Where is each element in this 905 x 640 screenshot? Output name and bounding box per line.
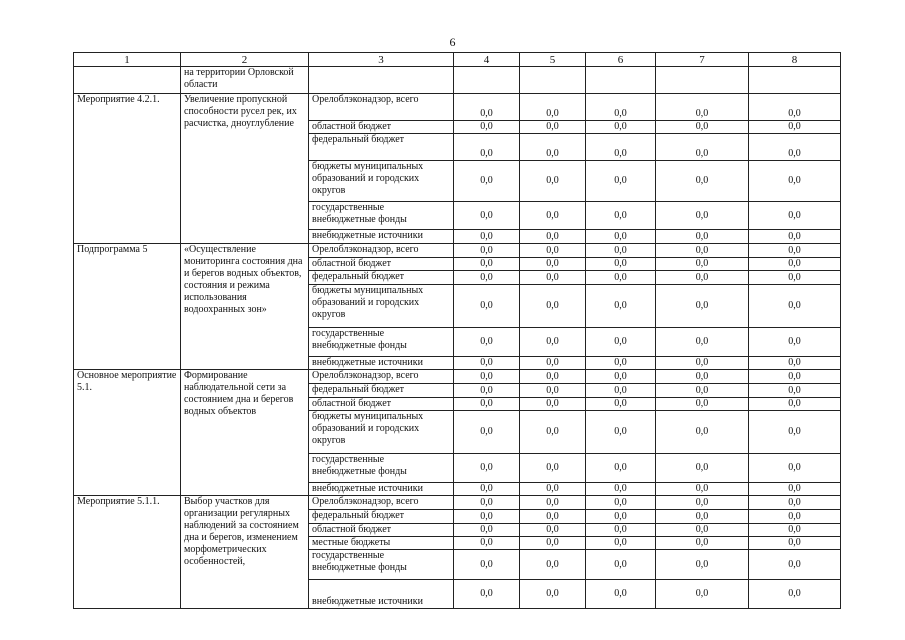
value-cell: 0,0 xyxy=(454,482,520,495)
value-cell: 0,0 xyxy=(586,580,656,609)
value-cell: 0,0 xyxy=(656,258,749,271)
value-cell: 0,0 xyxy=(454,230,520,243)
value-cell: 0,0 xyxy=(520,284,586,327)
value-cell: 0,0 xyxy=(454,201,520,230)
measure-name: Формирование наблюдательной сети за состоянием дна и берегов водных объектов xyxy=(181,369,309,495)
value-cell: 0,0 xyxy=(656,356,749,369)
value-cell: 0,0 xyxy=(586,201,656,230)
value-cell: 0,0 xyxy=(656,369,749,383)
empty-cell xyxy=(454,67,520,94)
source-cell: государственные внебюджетные фонды xyxy=(309,201,454,230)
value-cell: 0,0 xyxy=(520,258,586,271)
value-cell: 0,0 xyxy=(520,523,586,536)
source-cell: государственные внебюджетные фонды xyxy=(309,327,454,356)
value-cell: 0,0 xyxy=(749,397,841,410)
source-cell: федеральный бюджет xyxy=(309,134,454,161)
value-cell: 0,0 xyxy=(749,284,841,327)
value-cell: 0,0 xyxy=(454,271,520,284)
value-cell: 0,0 xyxy=(520,327,586,356)
header-cell: 2 xyxy=(181,53,309,67)
value-cell: 0,0 xyxy=(749,384,841,397)
measure-code: Основное мероприятие 5.1. xyxy=(74,369,181,495)
value-cell: 0,0 xyxy=(586,284,656,327)
value-cell: 0,0 xyxy=(749,496,841,510)
source-cell: Орелоблэконадзор, всего xyxy=(309,243,454,257)
measure-name: на территории Орловской области xyxy=(181,67,309,94)
value-cell: 0,0 xyxy=(520,510,586,523)
value-cell: 0,0 xyxy=(749,580,841,609)
source-cell: областной бюджет xyxy=(309,120,454,133)
source-cell: Орелоблэконадзор, всего xyxy=(309,369,454,383)
source-cell: областной бюджет xyxy=(309,258,454,271)
value-cell: 0,0 xyxy=(520,134,586,161)
value-cell: 0,0 xyxy=(520,397,586,410)
header-cell: 3 xyxy=(309,53,454,67)
value-cell: 0,0 xyxy=(749,230,841,243)
value-cell: 0,0 xyxy=(520,482,586,495)
value-cell: 0,0 xyxy=(656,94,749,121)
value-cell: 0,0 xyxy=(454,369,520,383)
source-cell: государственные внебюджетные фонды xyxy=(309,453,454,482)
value-cell: 0,0 xyxy=(586,550,656,580)
value-cell: 0,0 xyxy=(586,230,656,243)
value-cell: 0,0 xyxy=(520,410,586,453)
value-cell: 0,0 xyxy=(586,410,656,453)
value-cell: 0,0 xyxy=(586,369,656,383)
source-cell: бюджеты муниципальных образований и городских округов xyxy=(309,160,454,201)
value-cell: 0,0 xyxy=(749,160,841,201)
value-cell: 0,0 xyxy=(520,201,586,230)
value-cell: 0,0 xyxy=(454,496,520,510)
value-cell: 0,0 xyxy=(454,120,520,133)
measure-name: «Осуществление мониторинга состояния дна и берегов водных объектов, состояния и режима использования водоохранных зон» xyxy=(181,243,309,369)
value-cell: 0,0 xyxy=(656,397,749,410)
source-cell: внебюджетные источники xyxy=(309,356,454,369)
value-cell: 0,0 xyxy=(454,523,520,536)
source-cell: местные бюджеты xyxy=(309,537,454,550)
source-cell: Орелоблэконадзор, всего xyxy=(309,94,454,121)
value-cell: 0,0 xyxy=(656,230,749,243)
value-cell: 0,0 xyxy=(656,453,749,482)
value-cell: 0,0 xyxy=(656,510,749,523)
value-cell: 0,0 xyxy=(656,550,749,580)
table-row xyxy=(74,243,841,257)
table-row xyxy=(74,496,841,510)
value-cell: 0,0 xyxy=(520,243,586,257)
value-cell: 0,0 xyxy=(586,523,656,536)
value-cell: 0,0 xyxy=(454,410,520,453)
value-cell: 0,0 xyxy=(586,271,656,284)
value-cell: 0,0 xyxy=(520,94,586,121)
value-cell: 0,0 xyxy=(656,482,749,495)
measure-code: Подпрограмма 5 xyxy=(74,243,181,369)
measure-code: Мероприятие 5.1.1. xyxy=(74,496,181,609)
value-cell: 0,0 xyxy=(656,271,749,284)
header-row xyxy=(74,53,841,67)
value-cell: 0,0 xyxy=(749,258,841,271)
source-cell: бюджеты муниципальных образований и городских округов xyxy=(309,410,454,453)
value-cell: 0,0 xyxy=(520,580,586,609)
value-cell: 0,0 xyxy=(454,580,520,609)
value-cell: 0,0 xyxy=(586,160,656,201)
value-cell: 0,0 xyxy=(454,537,520,550)
table-row xyxy=(74,94,841,121)
value-cell: 0,0 xyxy=(586,258,656,271)
source-cell: областной бюджет xyxy=(309,523,454,536)
table-row xyxy=(74,369,841,383)
source-cell: государственные внебюджетные фонды xyxy=(309,550,454,580)
value-cell: 0,0 xyxy=(520,356,586,369)
value-cell: 0,0 xyxy=(749,327,841,356)
header-cell: 5 xyxy=(520,53,586,67)
value-cell: 0,0 xyxy=(749,537,841,550)
header-cell: 1 xyxy=(74,53,181,67)
header-cell: 4 xyxy=(454,53,520,67)
budget-table xyxy=(73,52,841,609)
source-cell: бюджеты муниципальных образований и городских округов xyxy=(309,284,454,327)
value-cell: 0,0 xyxy=(656,201,749,230)
value-cell: 0,0 xyxy=(656,327,749,356)
value-cell: 0,0 xyxy=(656,134,749,161)
value-cell: 0,0 xyxy=(586,496,656,510)
value-cell: 0,0 xyxy=(656,243,749,257)
value-cell: 0,0 xyxy=(520,271,586,284)
value-cell: 0,0 xyxy=(656,410,749,453)
source-cell: федеральный бюджет xyxy=(309,384,454,397)
measure-code: Мероприятие 4.2.1. xyxy=(74,94,181,244)
value-cell: 0,0 xyxy=(586,537,656,550)
value-cell: 0,0 xyxy=(520,550,586,580)
value-cell: 0,0 xyxy=(520,384,586,397)
value-cell: 0,0 xyxy=(454,453,520,482)
value-cell: 0,0 xyxy=(749,510,841,523)
value-cell: 0,0 xyxy=(454,160,520,201)
value-cell: 0,0 xyxy=(749,243,841,257)
value-cell: 0,0 xyxy=(656,496,749,510)
value-cell: 0,0 xyxy=(454,384,520,397)
source-cell: внебюджетные источники xyxy=(309,482,454,495)
empty-cell xyxy=(749,67,841,94)
value-cell: 0,0 xyxy=(586,453,656,482)
value-cell: 0,0 xyxy=(520,230,586,243)
value-cell: 0,0 xyxy=(586,134,656,161)
value-cell: 0,0 xyxy=(520,537,586,550)
empty-cell xyxy=(656,67,749,94)
value-cell: 0,0 xyxy=(749,271,841,284)
value-cell: 0,0 xyxy=(454,397,520,410)
value-cell: 0,0 xyxy=(454,243,520,257)
value-cell: 0,0 xyxy=(749,120,841,133)
measure-name: Выбор участков для организации регулярных наблюдений за состоянием дна и берегов, изменением морфометрических особенностей, xyxy=(181,496,309,609)
value-cell: 0,0 xyxy=(586,356,656,369)
value-cell: 0,0 xyxy=(520,496,586,510)
measure-name: Увеличение пропускной способности русел рек, их расчистка, дноуглубление xyxy=(181,94,309,244)
value-cell: 0,0 xyxy=(749,550,841,580)
measure-code xyxy=(74,67,181,94)
value-cell: 0,0 xyxy=(656,120,749,133)
value-cell: 0,0 xyxy=(520,160,586,201)
value-cell: 0,0 xyxy=(454,356,520,369)
empty-cell xyxy=(586,67,656,94)
value-cell: 0,0 xyxy=(586,243,656,257)
value-cell: 0,0 xyxy=(454,134,520,161)
value-cell: 0,0 xyxy=(749,482,841,495)
value-cell: 0,0 xyxy=(520,120,586,133)
header-cell: 8 xyxy=(749,53,841,67)
value-cell: 0,0 xyxy=(749,523,841,536)
value-cell: 0,0 xyxy=(586,482,656,495)
header-cell: 7 xyxy=(656,53,749,67)
value-cell: 0,0 xyxy=(656,537,749,550)
source-cell: федеральный бюджет xyxy=(309,510,454,523)
value-cell: 0,0 xyxy=(454,550,520,580)
value-cell: 0,0 xyxy=(656,284,749,327)
value-cell: 0,0 xyxy=(749,201,841,230)
value-cell: 0,0 xyxy=(454,284,520,327)
value-cell: 0,0 xyxy=(454,510,520,523)
table-row xyxy=(74,67,841,94)
value-cell: 0,0 xyxy=(656,523,749,536)
source-cell: внебюджетные источники xyxy=(309,230,454,243)
value-cell: 0,0 xyxy=(586,120,656,133)
empty-cell xyxy=(520,67,586,94)
value-cell: 0,0 xyxy=(749,356,841,369)
value-cell: 0,0 xyxy=(586,510,656,523)
header-cell: 6 xyxy=(586,53,656,67)
value-cell: 0,0 xyxy=(749,134,841,161)
source-cell: федеральный бюджет xyxy=(309,271,454,284)
value-cell: 0,0 xyxy=(454,258,520,271)
value-cell: 0,0 xyxy=(586,397,656,410)
value-cell: 0,0 xyxy=(586,384,656,397)
value-cell: 0,0 xyxy=(656,580,749,609)
value-cell: 0,0 xyxy=(586,327,656,356)
value-cell: 0,0 xyxy=(749,453,841,482)
source-cell: внебюджетные источники xyxy=(309,580,454,609)
value-cell: 0,0 xyxy=(520,453,586,482)
source-cell: областной бюджет xyxy=(309,397,454,410)
value-cell: 0,0 xyxy=(749,94,841,121)
value-cell: 0,0 xyxy=(454,94,520,121)
value-cell: 0,0 xyxy=(656,384,749,397)
empty-cell xyxy=(309,67,454,94)
page-number: 6 xyxy=(449,35,456,49)
value-cell: 0,0 xyxy=(749,410,841,453)
value-cell: 0,0 xyxy=(520,369,586,383)
value-cell: 0,0 xyxy=(656,160,749,201)
source-cell: Орелоблэконадзор, всего xyxy=(309,496,454,510)
value-cell: 0,0 xyxy=(586,94,656,121)
value-cell: 0,0 xyxy=(749,369,841,383)
value-cell: 0,0 xyxy=(454,327,520,356)
